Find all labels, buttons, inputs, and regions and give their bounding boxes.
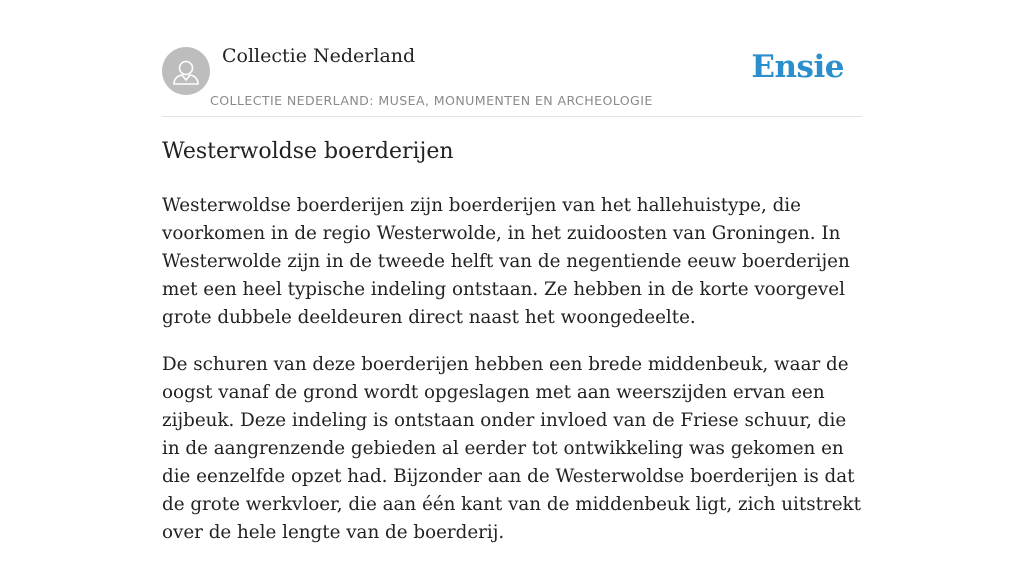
author-name-link[interactable]: Collectie Nederland xyxy=(222,45,416,67)
author-subtitle: COLLECTIE NEDERLAND: MUSEA, MONUMENTEN EN ARCHEOLOGIE xyxy=(210,93,653,108)
ensie-logo[interactable]: Ensie xyxy=(751,49,844,85)
page-header xyxy=(162,0,862,117)
page-container xyxy=(162,0,862,543)
article-paragraph: Westerwoldse boerderijen zijn boerderijen van het hallehuistype, die voorkomen in de regio Westerwolde, in het zuidoosten van Groningen. In Westerwolde zijn in de tweede helft van de negentiende eeuw boerderijen met een heel typische indeling ontstaan. Ze hebben in de korte voorgevel grote dubbele deeldeuren direct naast het woongedeelte. xyxy=(162,195,850,328)
article-paragraph: De schuren van deze boerderijen hebben een brede middenbeuk, waar de oogst vanaf de grond wordt opgeslagen met aan weerszijden ervan een zijbeuk. Deze indeling is ontstaan onder invloed van de Friese schuur, die in de aangrenzende gebieden al eerder tot ontwikkeling was gekomen en die eenzelfde opzet had. Bijzonder aan de Westerwoldse boerderijen is dat de grote werkvloer, die aan één kant van de middenbeuk ligt, zich uitstrekt over de hele lengte van de boerderij. xyxy=(162,354,861,543)
article-body xyxy=(162,192,862,566)
author-avatar[interactable] xyxy=(162,47,210,95)
article-title: Westerwoldse boerderijen xyxy=(162,139,454,164)
user-placeholder-icon xyxy=(162,47,210,95)
